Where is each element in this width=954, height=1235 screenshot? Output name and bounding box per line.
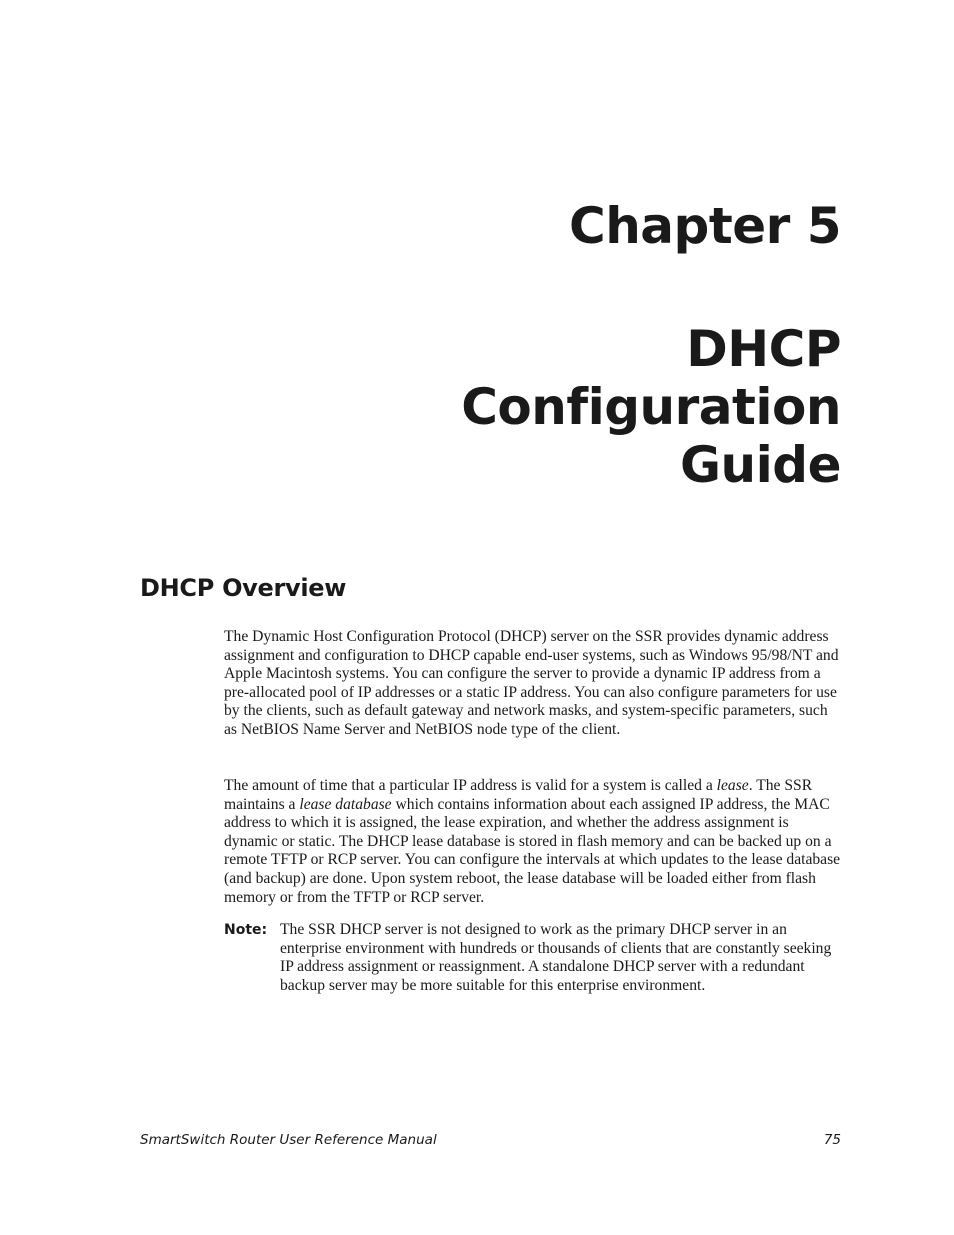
lease-term: lease	[716, 777, 749, 794]
lease-database-term: lease database	[299, 795, 392, 813]
chapter-title-line: Configuration	[461, 378, 841, 436]
section-heading: DHCP Overview	[140, 574, 347, 602]
chapter-heading	[461, 196, 841, 494]
lease-paragraph	[224, 777, 844, 907]
chapter-title-line: Guide	[680, 436, 841, 494]
note-label: Note:	[224, 922, 268, 938]
footer-manual-title: SmartSwitch Router User Reference Manual	[140, 1132, 437, 1148]
overview-paragraph: The Dynamic Host Configuration Protocol (DHCP) server on the SSR provides dynamic address assignment and configuration to DHCP capable end-user systems, such as Windows 95/98/NT and Apple Macintosh systems. You can configure the server to provide a dynamic IP address from a pre-allocated pool of IP addresses or a static IP address. You can also configure parameters for use by the clients, such as default gateway and network masks, and system-specific parameters, such as NetBIOS Name Server and NetBIOS node type of the client.	[224, 628, 839, 738]
chapter-title	[461, 320, 841, 494]
lease-text-part: which contains information about each assigned IP address, the MAC address to which it is assigned, the lease expiration, and whether the address assignment is dynamic or static. The DHCP lease database is stored in flash memory and can be backed up on a remote TFTP or RCP server. You can configure the intervals at which updates to the lease database (and backup) are done. Upon system reboot, the lease database will be loaded either from flash memory or from the TFTP or RCP server.	[224, 795, 841, 906]
footer-page-number: 75	[823, 1132, 841, 1148]
note-block	[224, 921, 844, 995]
lease-text-part: . The SSR maintains a	[224, 777, 813, 813]
lease-text-part: The amount of time that a particular IP address is valid for a system is called a	[224, 777, 717, 794]
chapter-title-line: DHCP	[686, 320, 841, 378]
note-text: The SSR DHCP server is not designed to work as the primary DHCP server in an enterprise environment with hundreds or thousands of clients that are constantly seeking IP address assignment or reassignment. A standalone DHCP server with a redundant backup server may be more suitable for this enterprise environment.	[280, 921, 832, 994]
chapter-label: Chapter 5	[569, 197, 841, 255]
